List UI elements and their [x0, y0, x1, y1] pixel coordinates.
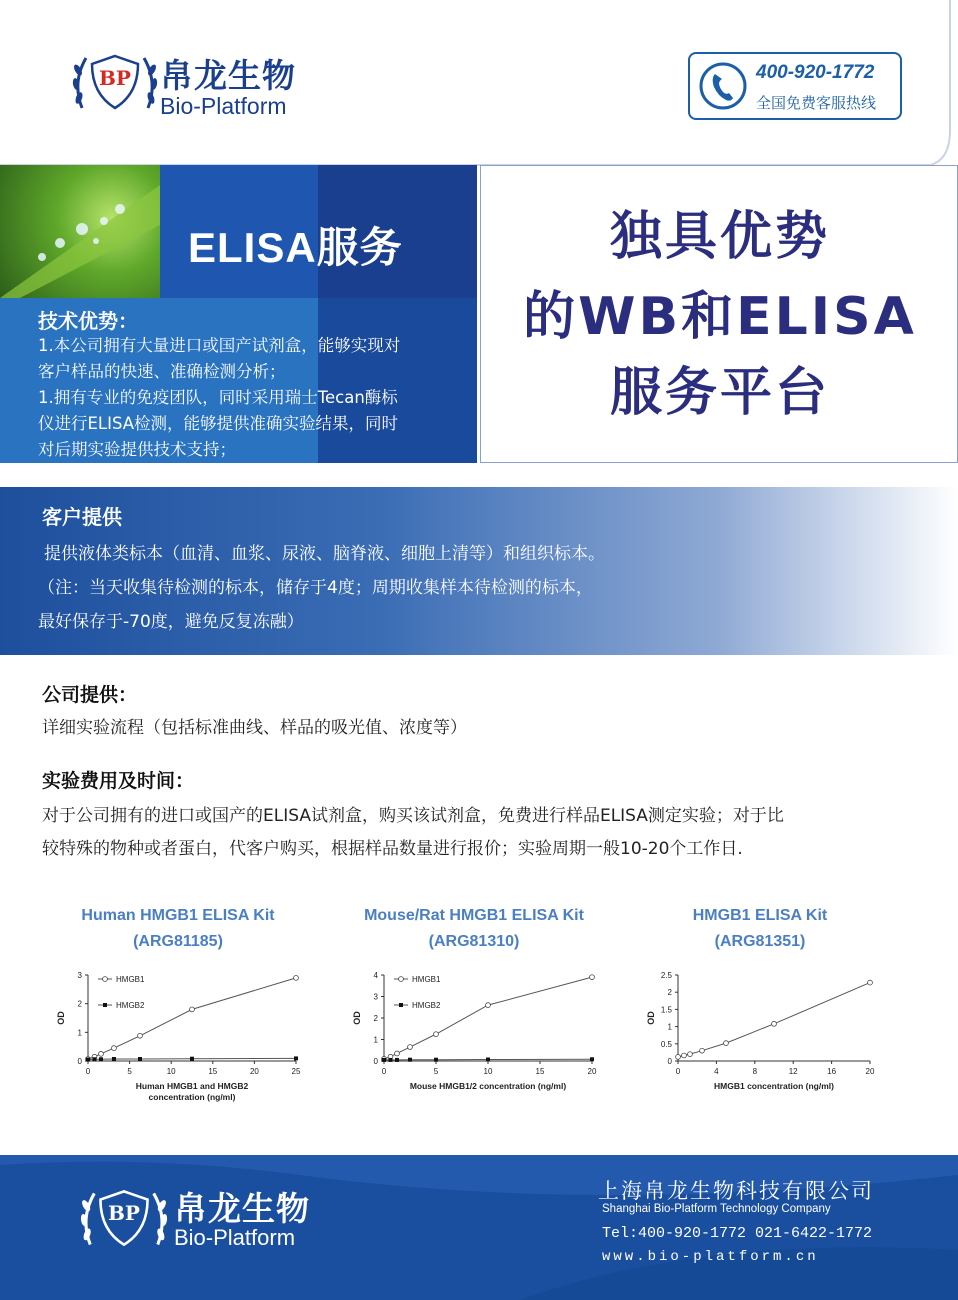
x-axis-label: Mouse HMGB1/2 concentration (ng/ml) — [409, 1081, 567, 1091]
header — [0, 0, 958, 165]
y-axis-label: OD — [56, 1011, 66, 1025]
footer — [0, 1155, 958, 1300]
footer-website: www.bio-platform.cn — [602, 1249, 819, 1265]
chart-plot-2 — [630, 903, 890, 1128]
logo-letters: BP — [99, 66, 131, 90]
customer-line: （注：当天收集待检测的标本，储存于4度；周期收集样本待检测的标本， — [38, 578, 593, 598]
y-axis-label: OD — [646, 1011, 656, 1025]
hotline-box — [688, 52, 902, 120]
x-tick-label: 10 — [483, 1067, 493, 1076]
x-tick-label: 15 — [208, 1067, 218, 1076]
chart-title-line: HMGB1 ELISA Kit — [692, 907, 828, 924]
advantage-line: 仪进行ELISA检测，能够提供准确实验结果，同时 — [38, 414, 399, 433]
leaf-photo — [0, 165, 160, 298]
advantage-line: 客户样品的快速、准确检测分析； — [38, 362, 286, 381]
chart-title-line: Human HMGB1 ELISA Kit — [81, 907, 275, 924]
data-point — [682, 1053, 687, 1058]
advantage-line: 对后期实验提供技术支持； — [38, 440, 236, 459]
data-point — [590, 1057, 594, 1061]
customer-line: 最好保存于-70度，避免反复冻融） — [38, 612, 304, 632]
data-point — [724, 1041, 729, 1046]
chart-human-hmgb1 — [40, 903, 316, 1128]
x-axis-label: Human HMGB1 and HMGB2 — [135, 1081, 249, 1091]
y-axis-label: OD — [352, 1011, 362, 1025]
advantage-text — [38, 333, 468, 463]
chart-plot-1 — [336, 903, 612, 1128]
y-tick-label: 0.5 — [660, 1039, 672, 1049]
y-tick-label: 2 — [667, 988, 672, 998]
chart-subtitle-line: (ARG81310) — [428, 933, 520, 950]
chart-hmgb1 — [630, 903, 890, 1128]
slogan-line: 的WB和ELISA — [523, 287, 917, 347]
data-point — [294, 975, 299, 980]
elisa-panel — [0, 165, 477, 463]
cost-line: 对于公司拥有的进口或国产的ELISA试剂盒，购买该试剂盒，免费进行样品ELISA测定实验；对于比 — [42, 806, 784, 826]
series-line — [678, 983, 870, 1057]
data-point — [138, 1057, 142, 1061]
y-tick-label: 0 — [77, 1057, 82, 1066]
hotline-label: 全国免费客服热线 — [756, 94, 877, 112]
chart-subtitle-line: (ARG81185) — [133, 933, 223, 950]
data-point — [590, 975, 595, 980]
y-tick-label: 3 — [373, 992, 378, 1002]
chart-title-line: Mouse/Rat HMGB1 ELISA Kit — [364, 907, 584, 924]
y-tick-label: 0 — [667, 1057, 672, 1066]
slogan-line: 服务平台 — [609, 363, 830, 423]
company-title: 公司提供： — [42, 684, 138, 706]
legend-label: HMGB1 — [116, 975, 145, 984]
data-point — [688, 1052, 693, 1057]
data-point — [408, 1045, 413, 1050]
footer-logo-english-name: Bio-Platform — [174, 1225, 296, 1250]
y-tick-label: 4 — [373, 971, 378, 980]
slogan-box — [480, 165, 958, 463]
logo-english-name: Bio-Platform — [160, 93, 287, 119]
data-point — [294, 1056, 298, 1060]
data-point — [486, 1003, 491, 1008]
company-text: 详细实验流程（包括标准曲线、样品的吸光值、浓度等） — [42, 718, 467, 738]
leaf-droplets-image — [0, 165, 160, 298]
data-point — [190, 1007, 195, 1012]
x-tick-label: 20 — [587, 1067, 597, 1076]
y-tick-label: 1.5 — [660, 1005, 672, 1015]
y-tick-label: 1 — [77, 1028, 82, 1038]
y-tick-label: 2 — [77, 999, 82, 1009]
slogan-line: 独具优势 — [609, 207, 830, 267]
data-point — [434, 1058, 438, 1062]
legend-marker — [103, 977, 108, 982]
legend-label: HMGB2 — [116, 1001, 145, 1010]
logo-chinese-name: 帛龙生物 — [160, 56, 296, 95]
footer-company-english: Shanghai Bio-Platform Technology Company — [602, 1203, 831, 1215]
y-tick-label: 2.5 — [660, 971, 672, 980]
series-line — [384, 977, 592, 1059]
footer-logo-chinese-name: 帛龙生物 — [174, 1189, 310, 1228]
data-point — [112, 1046, 117, 1051]
legend-label: HMGB1 — [412, 975, 441, 984]
legend-marker — [399, 977, 404, 982]
x-tick-label: 4 — [714, 1067, 719, 1076]
data-point — [92, 1057, 96, 1061]
chart-mouse-rat-hmgb1 — [336, 903, 612, 1128]
chart-subtitle-line: (ARG81351) — [714, 933, 806, 950]
data-point — [138, 1033, 143, 1038]
data-point — [486, 1057, 490, 1061]
data-point — [190, 1057, 194, 1061]
x-axis-label: HMGB1 concentration (ng/ml) — [714, 1081, 834, 1091]
x-tick-label: 20 — [865, 1067, 875, 1076]
x-tick-label: 25 — [291, 1067, 301, 1076]
footer-company-name: 上海帛龙生物科技有限公司 — [598, 1179, 874, 1203]
data-point — [395, 1058, 399, 1062]
cost-title: 实验费用及时间： — [42, 770, 195, 792]
advantage-line: 1.本公司拥有大量进口或国产试剂盒，能够实现对 — [38, 336, 401, 355]
data-point — [868, 980, 873, 985]
y-tick-label: 0 — [373, 1057, 378, 1066]
x-tick-label: 5 — [127, 1067, 132, 1076]
data-point — [408, 1058, 412, 1062]
data-point — [389, 1058, 393, 1062]
customer-title: 客户提供 — [42, 505, 122, 529]
x-tick-label: 12 — [788, 1067, 798, 1076]
legend-label: HMGB2 — [412, 1001, 441, 1010]
series-line — [88, 978, 296, 1059]
hotline-number: 400-920-1772 — [756, 62, 875, 83]
data-point — [382, 1058, 386, 1062]
advantage-title: 技术优势： — [38, 309, 138, 333]
data-point — [86, 1058, 90, 1062]
phone-icon — [698, 60, 748, 112]
x-tick-label: 0 — [675, 1067, 681, 1076]
data-point — [99, 1051, 104, 1056]
x-tick-label: 16 — [827, 1067, 837, 1076]
data-point — [434, 1032, 439, 1037]
x-tick-label: 10 — [166, 1067, 176, 1076]
y-tick-label: 1 — [373, 1035, 378, 1045]
data-point — [395, 1051, 400, 1056]
x-tick-label: 20 — [249, 1067, 259, 1076]
x-tick-label: 0 — [85, 1067, 91, 1076]
advantage-line: 1.拥有专业的免疫团队，同时采用瑞士Tecan酶标 — [38, 388, 398, 407]
data-point — [112, 1057, 116, 1061]
data-point — [99, 1057, 103, 1061]
y-tick-label: 1 — [667, 1022, 672, 1032]
customer-section — [0, 487, 958, 655]
footer-logo-letters: BP — [108, 1201, 140, 1225]
legend-marker — [399, 1003, 403, 1007]
data-point — [700, 1048, 705, 1053]
y-tick-label: 3 — [77, 971, 82, 980]
legend-marker — [103, 1003, 107, 1007]
data-point — [772, 1021, 777, 1026]
x-tick-label: 15 — [535, 1067, 545, 1076]
y-tick-label: 2 — [373, 1014, 378, 1023]
x-tick-label: 8 — [752, 1067, 758, 1076]
x-tick-label: 0 — [381, 1067, 387, 1076]
customer-line: 提供液体类标本（血清、血浆、尿液、脑脊液、细胞上清等）和组织标本。 — [44, 544, 605, 564]
footer-telephone: Tel:400-920-1772 021-6422-1772 — [602, 1225, 873, 1242]
data-point — [676, 1054, 681, 1059]
x-tick-label: 5 — [433, 1067, 439, 1076]
elisa-title: ELISA服务 — [188, 224, 403, 271]
cost-line: 较特殊的物种或者蛋白，代客户购买，根据样品数量进行报价；实验周期一般10-20个工作日. — [42, 839, 743, 859]
x-axis-label: concentration (ng/ml) — [148, 1092, 236, 1102]
chart-plot-0 — [40, 903, 316, 1128]
